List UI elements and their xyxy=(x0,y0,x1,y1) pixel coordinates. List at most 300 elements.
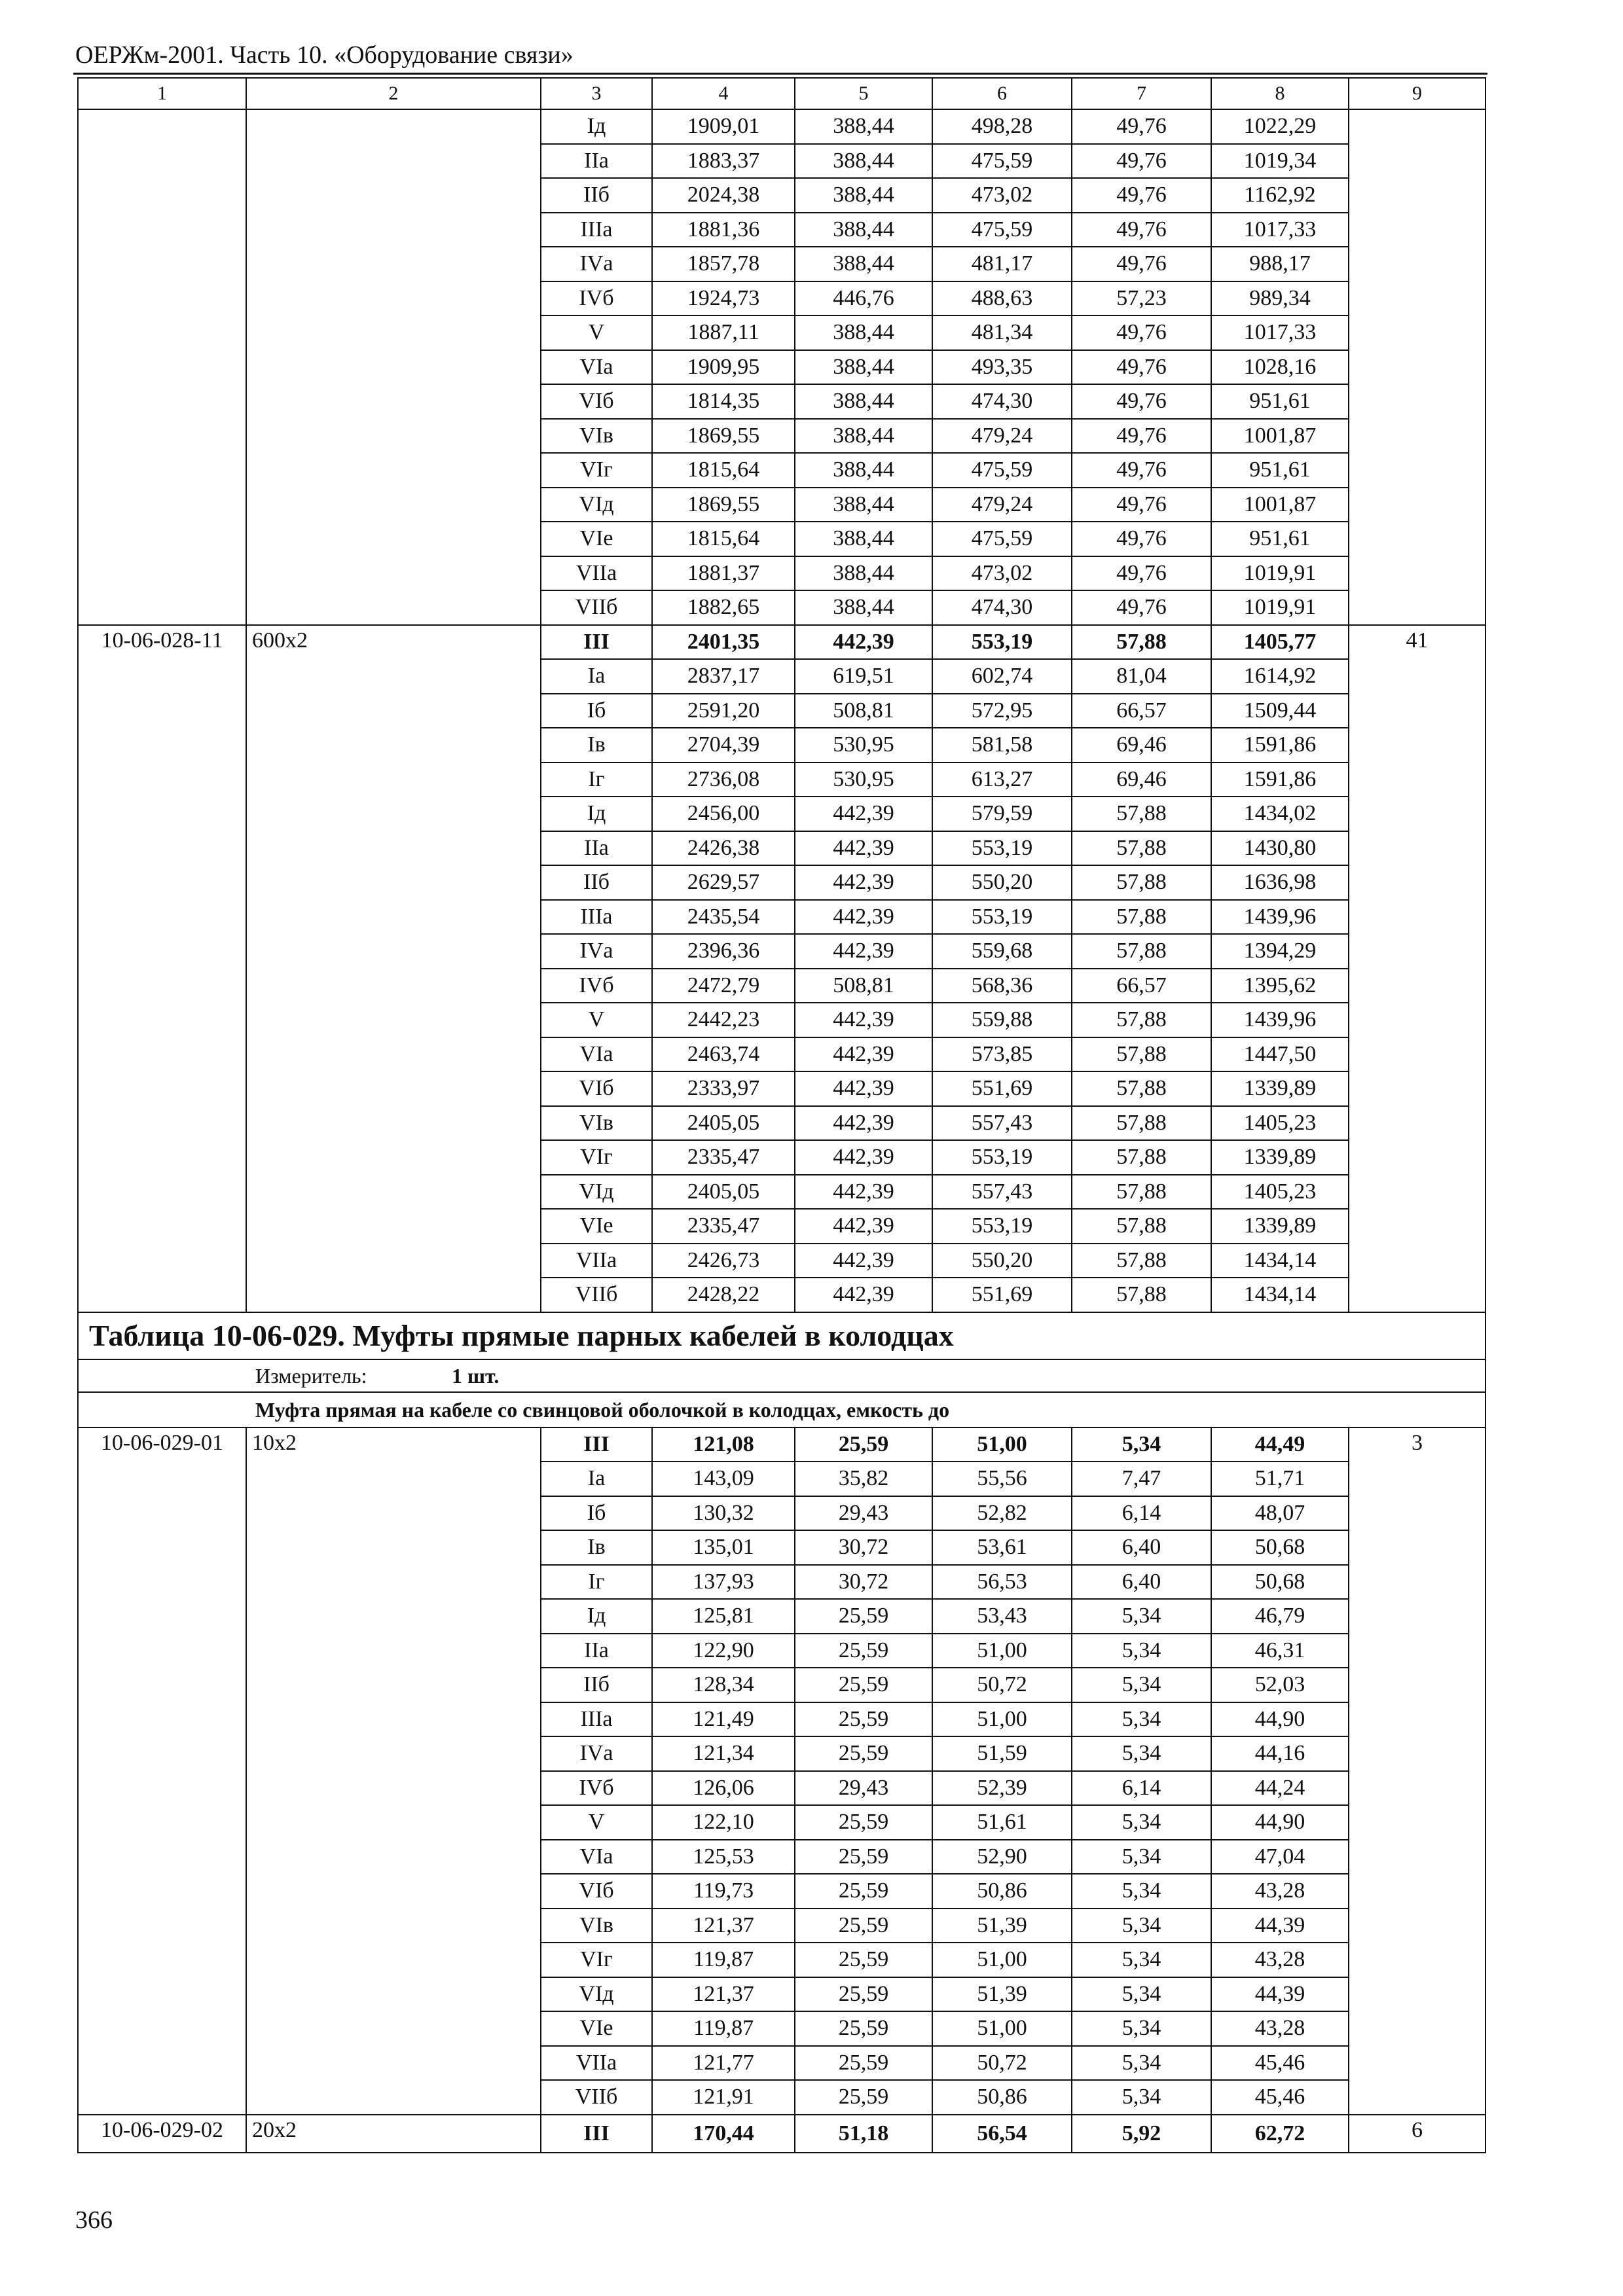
value-cell: 49,76 xyxy=(1072,144,1211,179)
value-cell: 43,28 xyxy=(1211,1943,1349,1977)
value-cell: 1447,50 xyxy=(1211,1037,1349,1072)
column-number-row xyxy=(78,78,1486,109)
value-cell: 989,34 xyxy=(1211,281,1349,316)
resource-ref: 3 xyxy=(1349,1427,1486,2115)
value-cell: 30,72 xyxy=(795,1530,932,1565)
value-cell: 51,18 xyxy=(795,2115,932,2153)
value-cell: 553,19 xyxy=(932,1209,1072,1244)
zone-code: VIб xyxy=(541,1071,652,1106)
value-cell: 388,44 xyxy=(795,453,932,488)
value-cell: 619,51 xyxy=(795,659,932,694)
value-cell: 53,43 xyxy=(932,1599,1072,1634)
value-cell: 57,88 xyxy=(1072,797,1211,831)
value-cell: 1022,29 xyxy=(1211,109,1349,144)
zone-code: Iа xyxy=(541,1462,652,1496)
value-cell: 5,34 xyxy=(1072,1736,1211,1771)
value-cell: 44,90 xyxy=(1211,1805,1349,1840)
value-cell: 1019,34 xyxy=(1211,144,1349,179)
value-cell: 442,39 xyxy=(795,1071,932,1106)
zone-code: IIа xyxy=(541,144,652,179)
value-cell: 52,90 xyxy=(932,1840,1072,1874)
zone-code: VIв xyxy=(541,1106,652,1141)
value-cell: 56,53 xyxy=(932,1565,1072,1600)
table-row xyxy=(78,1427,1486,1462)
value-cell: 170,44 xyxy=(652,2115,795,2153)
value-cell: 1591,86 xyxy=(1211,728,1349,762)
rate-description xyxy=(246,109,541,625)
value-cell: 1162,92 xyxy=(1211,178,1349,213)
column-number: 6 xyxy=(932,78,1072,109)
value-cell: 5,34 xyxy=(1072,1427,1211,1462)
value-cell: 57,88 xyxy=(1072,1003,1211,1037)
value-cell: 1814,35 xyxy=(652,384,795,419)
zone-code: VIIб xyxy=(541,1278,652,1312)
value-cell: 442,39 xyxy=(795,1140,932,1175)
value-cell: 442,39 xyxy=(795,797,932,831)
value-cell: 2463,74 xyxy=(652,1037,795,1072)
value-cell: 25,59 xyxy=(795,1668,932,1702)
zone-code: IIб xyxy=(541,1668,652,1702)
rates-table xyxy=(77,77,1486,2153)
value-cell: 481,17 xyxy=(932,247,1072,281)
column-number: 4 xyxy=(652,78,795,109)
zone-code: Iд xyxy=(541,1599,652,1634)
value-cell: 5,34 xyxy=(1072,2080,1211,2115)
page-number: 366 xyxy=(75,2206,113,2234)
value-cell: 988,17 xyxy=(1211,247,1349,281)
value-cell: 35,82 xyxy=(795,1462,932,1496)
meter-row xyxy=(78,1359,1486,1392)
value-cell: 473,02 xyxy=(932,556,1072,591)
value-cell: 442,39 xyxy=(795,1244,932,1278)
value-cell: 25,59 xyxy=(795,1874,932,1909)
value-cell: 553,19 xyxy=(932,831,1072,866)
value-cell: 557,43 xyxy=(932,1106,1072,1141)
value-cell: 508,81 xyxy=(795,694,932,728)
value-cell: 30,72 xyxy=(795,1565,932,1600)
value-cell: 57,88 xyxy=(1072,1140,1211,1175)
value-cell: 1883,37 xyxy=(652,144,795,179)
value-cell: 1339,89 xyxy=(1211,1071,1349,1106)
zone-code: VIд xyxy=(541,1977,652,2012)
value-cell: 5,34 xyxy=(1072,1668,1211,1702)
value-cell: 2335,47 xyxy=(652,1209,795,1244)
value-cell: 51,00 xyxy=(932,1427,1072,1462)
value-cell: 479,24 xyxy=(932,488,1072,522)
value-cell: 2396,36 xyxy=(652,934,795,969)
value-cell: 49,76 xyxy=(1072,419,1211,454)
value-cell: 51,39 xyxy=(932,1909,1072,1943)
value-cell: 137,93 xyxy=(652,1565,795,1600)
value-cell: 43,28 xyxy=(1211,2011,1349,2046)
zone-code: Iб xyxy=(541,1496,652,1531)
value-cell: 6,14 xyxy=(1072,1771,1211,1806)
rate-code: 10-06-029-02 xyxy=(78,2115,246,2153)
value-cell: 49,76 xyxy=(1072,315,1211,350)
zone-code: III xyxy=(541,1427,652,1462)
zone-code: VIв xyxy=(541,1909,652,1943)
value-cell: 613,27 xyxy=(932,762,1072,797)
zone-code: VIе xyxy=(541,2011,652,2046)
zone-code: IVа xyxy=(541,1736,652,1771)
value-cell: 122,90 xyxy=(652,1634,795,1668)
value-cell: 5,34 xyxy=(1072,1909,1211,1943)
zone-code: IVа xyxy=(541,247,652,281)
value-cell: 475,59 xyxy=(932,453,1072,488)
value-cell: 57,88 xyxy=(1072,900,1211,935)
value-cell: 442,39 xyxy=(795,1175,932,1210)
value-cell: 568,36 xyxy=(932,969,1072,1003)
value-cell: 2472,79 xyxy=(652,969,795,1003)
value-cell: 55,56 xyxy=(932,1462,1072,1496)
value-cell: 50,68 xyxy=(1211,1565,1349,1600)
value-cell: 25,59 xyxy=(795,2046,932,2081)
header-divider xyxy=(73,73,1487,75)
value-cell: 581,58 xyxy=(932,728,1072,762)
value-cell: 25,59 xyxy=(795,1805,932,1840)
column-number: 3 xyxy=(541,78,652,109)
zone-code: IIа xyxy=(541,1634,652,1668)
value-cell: 66,57 xyxy=(1072,694,1211,728)
value-cell: 49,76 xyxy=(1072,453,1211,488)
column-number: 2 xyxy=(246,78,541,109)
value-cell: 50,86 xyxy=(932,2080,1072,2115)
value-cell: 2704,39 xyxy=(652,728,795,762)
value-cell: 473,02 xyxy=(932,178,1072,213)
value-cell: 45,46 xyxy=(1211,2080,1349,2115)
value-cell: 119,87 xyxy=(652,1943,795,1977)
zone-code: VIд xyxy=(541,1175,652,1210)
zone-code: Iд xyxy=(541,109,652,144)
rate-code: 10-06-028-11 xyxy=(78,625,246,1312)
value-cell: 951,61 xyxy=(1211,453,1349,488)
value-cell: 57,88 xyxy=(1072,831,1211,866)
value-cell: 25,59 xyxy=(795,1943,932,1977)
value-cell: 7,47 xyxy=(1072,1462,1211,1496)
value-cell: 1434,02 xyxy=(1211,797,1349,831)
value-cell: 388,44 xyxy=(795,213,932,247)
value-cell: 49,76 xyxy=(1072,522,1211,556)
value-cell: 5,34 xyxy=(1072,1943,1211,1977)
value-cell: 388,44 xyxy=(795,247,932,281)
value-cell: 25,59 xyxy=(795,1736,932,1771)
value-cell: 2401,35 xyxy=(652,625,795,660)
zone-code: IIб xyxy=(541,865,652,900)
zone-code: VIIа xyxy=(541,2046,652,2081)
value-cell: 44,24 xyxy=(1211,1771,1349,1806)
value-cell: 49,76 xyxy=(1072,350,1211,385)
value-cell: 2024,38 xyxy=(652,178,795,213)
value-cell: 1815,64 xyxy=(652,453,795,488)
rate-description: 20x2 xyxy=(246,2115,541,2153)
zone-code: VIIа xyxy=(541,1244,652,1278)
value-cell: 5,34 xyxy=(1072,2046,1211,2081)
zone-code: VIа xyxy=(541,350,652,385)
value-cell: 1439,96 xyxy=(1211,1003,1349,1037)
value-cell: 69,46 xyxy=(1072,762,1211,797)
value-cell: 1439,96 xyxy=(1211,900,1349,935)
zone-code: Iа xyxy=(541,659,652,694)
value-cell: 488,63 xyxy=(932,281,1072,316)
value-cell: 25,59 xyxy=(795,1909,932,1943)
value-cell: 44,39 xyxy=(1211,1977,1349,2012)
value-cell: 5,34 xyxy=(1072,1977,1211,2012)
zone-code: VIа xyxy=(541,1840,652,1874)
rate-description: 600x2 xyxy=(246,625,541,1312)
value-cell: 1909,01 xyxy=(652,109,795,144)
value-cell: 550,20 xyxy=(932,1244,1072,1278)
rate-code: 10-06-029-01 xyxy=(78,1427,246,2115)
table-row xyxy=(78,2115,1486,2153)
value-cell: 475,59 xyxy=(932,144,1072,179)
value-cell: 50,86 xyxy=(932,1874,1072,1909)
value-cell: 388,44 xyxy=(795,350,932,385)
zone-code: III xyxy=(541,2115,652,2153)
zone-code: IIIа xyxy=(541,213,652,247)
value-cell: 1924,73 xyxy=(652,281,795,316)
value-cell: 57,88 xyxy=(1072,625,1211,660)
value-cell: 47,04 xyxy=(1211,1840,1349,1874)
value-cell: 57,23 xyxy=(1072,281,1211,316)
value-cell: 51,00 xyxy=(932,1634,1072,1668)
value-cell: 50,68 xyxy=(1211,1530,1349,1565)
value-cell: 572,95 xyxy=(932,694,1072,728)
value-cell: 81,04 xyxy=(1072,659,1211,694)
value-cell: 557,43 xyxy=(932,1175,1072,1210)
value-cell: 25,59 xyxy=(795,1427,932,1462)
meter-cell xyxy=(78,1359,1486,1392)
zone-code: VIIа xyxy=(541,556,652,591)
zone-code: IVб xyxy=(541,281,652,316)
value-cell: 44,90 xyxy=(1211,1702,1349,1737)
zone-code: VIд xyxy=(541,488,652,522)
value-cell: 57,88 xyxy=(1072,865,1211,900)
value-cell: 50,72 xyxy=(932,1668,1072,1702)
meter-value: 1 шт. xyxy=(452,1363,500,1388)
zone-code: IVб xyxy=(541,1771,652,1806)
value-cell: 57,88 xyxy=(1072,1209,1211,1244)
value-cell: 121,77 xyxy=(652,2046,795,2081)
zone-code: IVа xyxy=(541,934,652,969)
zone-code: III xyxy=(541,625,652,660)
value-cell: 1887,11 xyxy=(652,315,795,350)
zone-code: Iб xyxy=(541,694,652,728)
value-cell: 121,49 xyxy=(652,1702,795,1737)
value-cell: 57,88 xyxy=(1072,1175,1211,1210)
zone-code: IIа xyxy=(541,831,652,866)
value-cell: 442,39 xyxy=(795,1037,932,1072)
value-cell: 49,76 xyxy=(1072,247,1211,281)
value-cell: 1019,91 xyxy=(1211,590,1349,625)
value-cell: 25,59 xyxy=(795,2080,932,2115)
value-cell: 446,76 xyxy=(795,281,932,316)
value-cell: 51,59 xyxy=(932,1736,1072,1771)
value-cell: 57,88 xyxy=(1072,934,1211,969)
value-cell: 1869,55 xyxy=(652,488,795,522)
column-number: 7 xyxy=(1072,78,1211,109)
value-cell: 5,34 xyxy=(1072,1874,1211,1909)
value-cell: 125,81 xyxy=(652,1599,795,1634)
value-cell: 475,59 xyxy=(932,522,1072,556)
value-cell: 25,59 xyxy=(795,1702,932,1737)
value-cell: 388,44 xyxy=(795,419,932,454)
value-cell: 49,76 xyxy=(1072,556,1211,591)
value-cell: 5,34 xyxy=(1072,1805,1211,1840)
value-cell: 53,61 xyxy=(932,1530,1072,1565)
value-cell: 6,40 xyxy=(1072,1530,1211,1565)
value-cell: 51,39 xyxy=(932,1977,1072,2012)
value-cell: 388,44 xyxy=(795,384,932,419)
value-cell: 1881,37 xyxy=(652,556,795,591)
value-cell: 51,00 xyxy=(932,2011,1072,2046)
zone-code: V xyxy=(541,1805,652,1840)
value-cell: 442,39 xyxy=(795,1106,932,1141)
value-cell: 1614,92 xyxy=(1211,659,1349,694)
value-cell: 45,46 xyxy=(1211,2046,1349,2081)
value-cell: 5,34 xyxy=(1072,1702,1211,1737)
value-cell: 44,39 xyxy=(1211,1909,1349,1943)
value-cell: 2435,54 xyxy=(652,900,795,935)
value-cell: 1405,23 xyxy=(1211,1175,1349,1210)
value-cell: 1882,65 xyxy=(652,590,795,625)
value-cell: 1430,80 xyxy=(1211,831,1349,866)
value-cell: 5,34 xyxy=(1072,1840,1211,1874)
value-cell: 388,44 xyxy=(795,488,932,522)
resource-ref: 41 xyxy=(1349,625,1486,1312)
value-cell: 51,71 xyxy=(1211,1462,1349,1496)
value-cell: 57,88 xyxy=(1072,1071,1211,1106)
value-cell: 49,76 xyxy=(1072,213,1211,247)
value-cell: 493,35 xyxy=(932,350,1072,385)
value-cell: 49,76 xyxy=(1072,384,1211,419)
value-cell: 44,49 xyxy=(1211,1427,1349,1462)
value-cell: 49,76 xyxy=(1072,178,1211,213)
value-cell: 442,39 xyxy=(795,625,932,660)
resource-ref: 6 xyxy=(1349,2115,1486,2153)
value-cell: 143,09 xyxy=(652,1462,795,1496)
value-cell: 951,61 xyxy=(1211,384,1349,419)
value-cell: 1857,78 xyxy=(652,247,795,281)
value-cell: 57,88 xyxy=(1072,1244,1211,1278)
rate-code xyxy=(78,109,246,625)
value-cell: 602,74 xyxy=(932,659,1072,694)
value-cell: 121,91 xyxy=(652,2080,795,2115)
value-cell: 29,43 xyxy=(795,1771,932,1806)
value-cell: 553,19 xyxy=(932,900,1072,935)
value-cell: 1017,33 xyxy=(1211,213,1349,247)
value-cell: 119,73 xyxy=(652,1874,795,1909)
value-cell: 1509,44 xyxy=(1211,694,1349,728)
value-cell: 1434,14 xyxy=(1211,1278,1349,1312)
zone-code: VIг xyxy=(541,1140,652,1175)
value-cell: 57,88 xyxy=(1072,1037,1211,1072)
value-cell: 51,00 xyxy=(932,1943,1072,1977)
value-cell: 126,06 xyxy=(652,1771,795,1806)
value-cell: 1405,23 xyxy=(1211,1106,1349,1141)
value-cell: 2428,22 xyxy=(652,1278,795,1312)
value-cell: 951,61 xyxy=(1211,522,1349,556)
value-cell: 25,59 xyxy=(795,1840,932,1874)
value-cell: 29,43 xyxy=(795,1496,932,1531)
table-row xyxy=(78,109,1486,144)
value-cell: 1909,95 xyxy=(652,350,795,385)
value-cell: 6,40 xyxy=(1072,1565,1211,1600)
value-cell: 69,46 xyxy=(1072,728,1211,762)
zone-code: Iв xyxy=(541,728,652,762)
table-title-row xyxy=(78,1312,1486,1359)
value-cell: 50,72 xyxy=(932,2046,1072,2081)
value-cell: 2591,20 xyxy=(652,694,795,728)
zone-code: Iв xyxy=(541,1530,652,1565)
value-cell: 2629,57 xyxy=(652,865,795,900)
resource-ref xyxy=(1349,109,1486,625)
value-cell: 530,95 xyxy=(795,728,932,762)
meter-label: Измеритель: xyxy=(255,1363,367,1388)
value-cell: 530,95 xyxy=(795,762,932,797)
value-cell: 5,92 xyxy=(1072,2115,1211,2153)
value-cell: 479,24 xyxy=(932,419,1072,454)
table-row xyxy=(78,625,1486,660)
value-cell: 2456,00 xyxy=(652,797,795,831)
value-cell: 1339,89 xyxy=(1211,1209,1349,1244)
value-cell: 388,44 xyxy=(795,109,932,144)
value-cell: 49,76 xyxy=(1072,488,1211,522)
value-cell: 52,03 xyxy=(1211,1668,1349,1702)
value-cell: 442,39 xyxy=(795,865,932,900)
value-cell: 498,28 xyxy=(932,109,1072,144)
zone-code: VIг xyxy=(541,1943,652,1977)
zone-code: VIа xyxy=(541,1037,652,1072)
value-cell: 1001,87 xyxy=(1211,488,1349,522)
value-cell: 442,39 xyxy=(795,934,932,969)
zone-code: V xyxy=(541,1003,652,1037)
zone-code: VIб xyxy=(541,384,652,419)
value-cell: 1028,16 xyxy=(1211,350,1349,385)
zone-code: VIе xyxy=(541,522,652,556)
value-cell: 5,34 xyxy=(1072,2011,1211,2046)
value-cell: 388,44 xyxy=(795,522,932,556)
value-cell: 1881,36 xyxy=(652,213,795,247)
page-header: ОЕРЖм-2001. Часть 10. «Оборудование связи» xyxy=(75,41,574,69)
value-cell: 442,39 xyxy=(795,1209,932,1244)
value-cell: 551,69 xyxy=(932,1278,1072,1312)
value-cell: 5,34 xyxy=(1072,1599,1211,1634)
value-cell: 388,44 xyxy=(795,315,932,350)
value-cell: 553,19 xyxy=(932,1140,1072,1175)
value-cell: 2837,17 xyxy=(652,659,795,694)
value-cell: 66,57 xyxy=(1072,969,1211,1003)
column-number: 5 xyxy=(795,78,932,109)
zone-code: IIIа xyxy=(541,1702,652,1737)
zone-code: VIIб xyxy=(541,2080,652,2115)
value-cell: 1434,14 xyxy=(1211,1244,1349,1278)
zone-code: VIб xyxy=(541,1874,652,1909)
value-cell: 2736,08 xyxy=(652,762,795,797)
value-cell: 474,30 xyxy=(932,384,1072,419)
value-cell: 1394,29 xyxy=(1211,934,1349,969)
value-cell: 388,44 xyxy=(795,556,932,591)
value-cell: 2333,97 xyxy=(652,1071,795,1106)
value-cell: 135,01 xyxy=(652,1530,795,1565)
value-cell: 121,34 xyxy=(652,1736,795,1771)
table-title: Таблица 10-06-029. Муфты прямые парных кабелей в колодцах xyxy=(78,1312,1486,1359)
value-cell: 130,32 xyxy=(652,1496,795,1531)
table-subtitle: Муфта прямая на кабеле со свинцовой оболочкой в колодцах, емкость до xyxy=(78,1392,1486,1427)
zone-code: VIв xyxy=(541,419,652,454)
value-cell: 52,82 xyxy=(932,1496,1072,1531)
value-cell: 388,44 xyxy=(795,178,932,213)
value-cell: 49,76 xyxy=(1072,590,1211,625)
